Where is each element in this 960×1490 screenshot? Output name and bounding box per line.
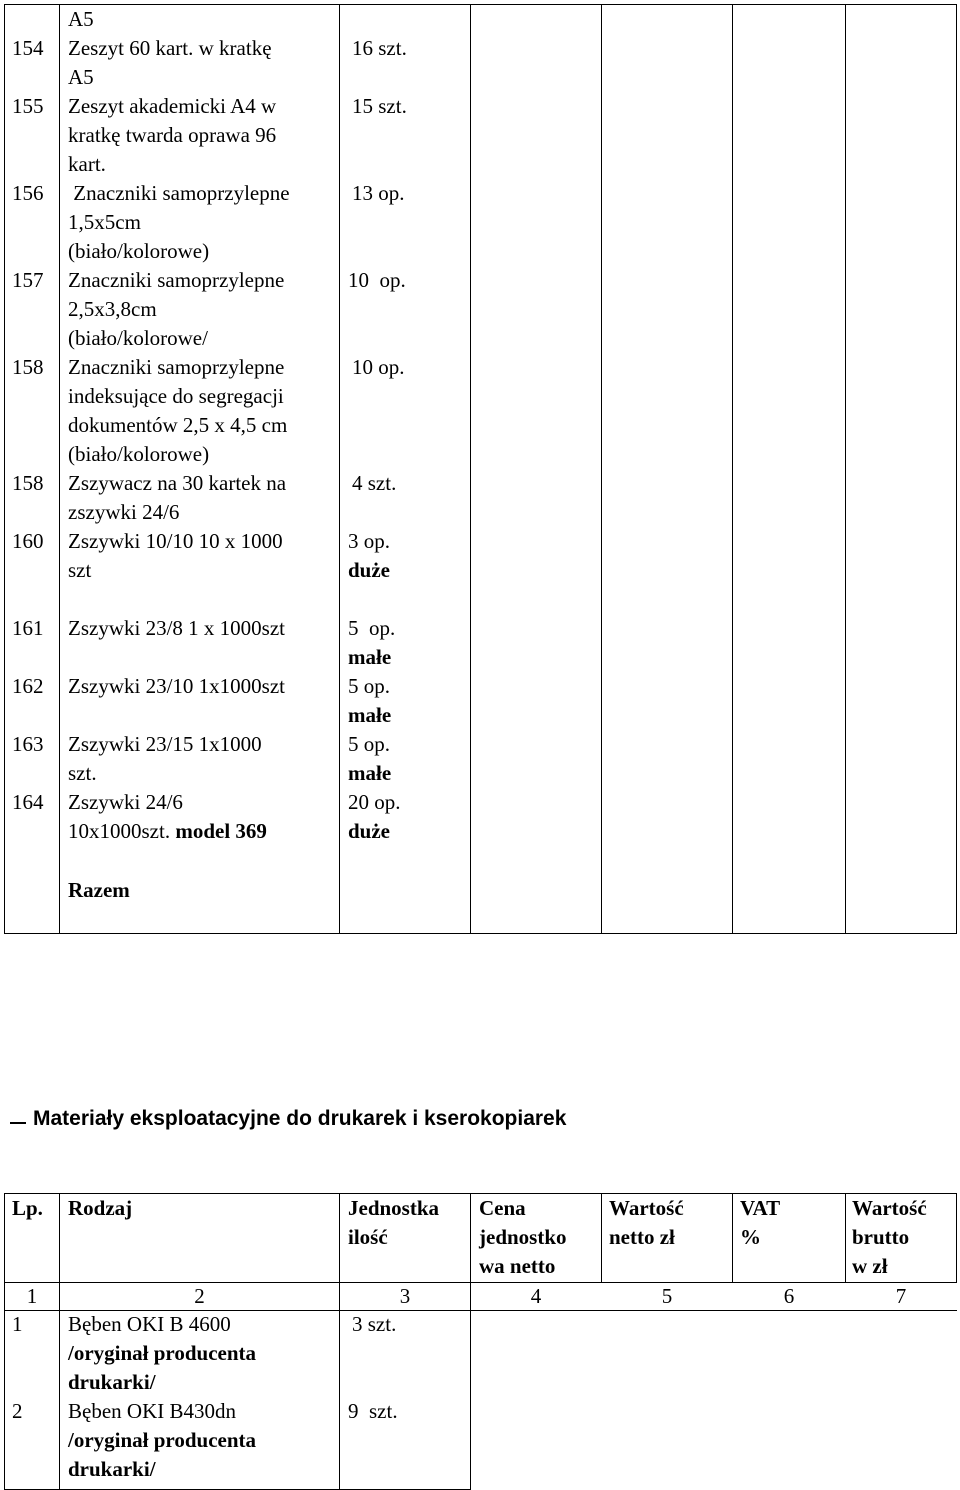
header-wartosc-netto: Wartość	[609, 1196, 684, 1220]
header-rodzaj: Rodzaj	[68, 1196, 133, 1220]
item-origin-note: /oryginał producenta	[68, 1341, 257, 1365]
item-description: Zszywki 23/10 1x1000szt	[68, 674, 285, 698]
header-wartosc-brutto: Wartość	[852, 1196, 927, 1220]
item-quantity: 9 szt.	[348, 1399, 398, 1423]
item-description: Zszywki 23/15 1x1000	[68, 732, 262, 756]
heading-dash	[10, 1122, 26, 1124]
row-number: 158	[12, 355, 44, 379]
header-vat: %	[740, 1225, 761, 1249]
item-size-note: małe	[348, 703, 392, 727]
item-quantity: 5 op.	[348, 674, 390, 698]
item-origin-note: drukarki/	[68, 1370, 156, 1394]
total-label: Razem	[68, 878, 130, 902]
row-number: 156	[12, 181, 44, 205]
item-quantity: 3 szt.	[352, 1312, 397, 1336]
item-size-note: duże	[348, 558, 390, 582]
row-number: 161	[12, 616, 44, 640]
item-description: Zszywki 10/10 10 x 1000	[68, 529, 283, 553]
item-description: Zeszyt akademicki A4 w	[68, 94, 277, 118]
row-number: 164	[12, 790, 44, 814]
header-cena: jednostko	[479, 1225, 567, 1249]
item-origin-note: drukarki/	[68, 1457, 156, 1481]
item-quantity: 15 szt.	[352, 94, 407, 118]
header-jednostka: ilość	[348, 1225, 388, 1249]
item-description: kratkę twarda oprawa 96	[68, 123, 277, 147]
item-description: Znaczniki samoprzylepne	[68, 181, 290, 205]
row-number: 160	[12, 529, 44, 553]
header-wartosc-brutto: w zł	[852, 1254, 888, 1278]
item-size-note: małe	[348, 645, 392, 669]
item-model-note: model 369	[170, 819, 267, 843]
item-description: zszywki 24/6	[68, 500, 180, 524]
header-jednostka: Jednostka	[348, 1196, 440, 1220]
row-number: 163	[12, 732, 44, 756]
item-description: szt	[68, 558, 92, 582]
item-quantity: 13 op.	[352, 181, 405, 205]
header-lp: Lp.	[12, 1196, 43, 1220]
column-number: 4	[530, 1284, 542, 1308]
item-description: Zszywki 23/8 1 x 1000szt	[68, 616, 285, 640]
item-quantity: 3 op.	[348, 529, 390, 553]
item-description: A5	[68, 65, 94, 89]
item-description	[68, 817, 267, 846]
item-quantity: 5 op.	[348, 616, 396, 640]
item-quantity: 10 op.	[348, 268, 406, 292]
row-number: 158	[12, 471, 44, 495]
row-number: 155	[12, 94, 44, 118]
item-quantity: 5 op.	[348, 732, 390, 756]
item-quantity: 10 op.	[352, 355, 405, 379]
column-number: 7	[895, 1284, 907, 1308]
item-description: Znaczniki samoprzylepne	[68, 268, 285, 292]
column-number: 3	[399, 1284, 411, 1308]
item-description: dokumentów 2,5 x 4,5 cm	[68, 413, 288, 437]
item-origin-note: /oryginał producenta	[68, 1428, 257, 1452]
item-description: Bęben OKI B 4600	[68, 1312, 231, 1336]
item-description: 1,5x5cm	[68, 210, 141, 234]
item-description: Zszywacz na 30 kartek na	[68, 471, 287, 495]
item-description: Znaczniki samoprzylepne	[68, 355, 285, 379]
item-quantity: 16 szt.	[352, 36, 407, 60]
item-description: Zeszyt 60 kart. w kratkę	[68, 36, 272, 60]
item-quantity: 20 op.	[348, 790, 401, 814]
item-size-note: małe	[348, 761, 392, 785]
item-description: Bęben OKI B430dn	[68, 1399, 236, 1423]
header-cena: Cena	[479, 1196, 526, 1220]
item-size-note: duże	[348, 819, 390, 843]
row-number: 1	[12, 1312, 23, 1336]
item-description: szt.	[68, 761, 97, 785]
column-number: 2	[194, 1284, 205, 1308]
row-number: 157	[12, 268, 44, 292]
item-description: 2,5x3,8cm	[68, 297, 157, 321]
item-quantity: 4 szt.	[352, 471, 397, 495]
row-fragment-text: A5	[68, 7, 94, 31]
item-description: kart.	[68, 152, 106, 176]
header-vat: VAT	[740, 1196, 781, 1220]
row-number: 154	[12, 36, 44, 60]
header-wartosc-brutto: brutto	[852, 1225, 910, 1249]
section-heading: Materiały eksploatacyjne do drukarek i kserokopiarek	[33, 1107, 567, 1130]
row-number: 162	[12, 674, 44, 698]
item-description: (biało/kolorowe)	[68, 239, 210, 263]
row-number: 2	[12, 1399, 23, 1423]
header-cena: wa netto	[479, 1254, 556, 1278]
item-description: (biało/kolorowe/	[68, 326, 208, 350]
header-wartosc-netto: netto zł	[609, 1225, 675, 1249]
column-number: 1	[26, 1284, 38, 1308]
item-description: Zszywki 24/6	[68, 790, 183, 814]
column-number: 6	[783, 1284, 795, 1308]
column-number: 5	[661, 1284, 673, 1308]
item-description: (biało/kolorowe)	[68, 442, 210, 466]
item-description-part: 10x1000szt.	[68, 819, 171, 843]
item-description: indeksujące do segregacji	[68, 384, 284, 408]
